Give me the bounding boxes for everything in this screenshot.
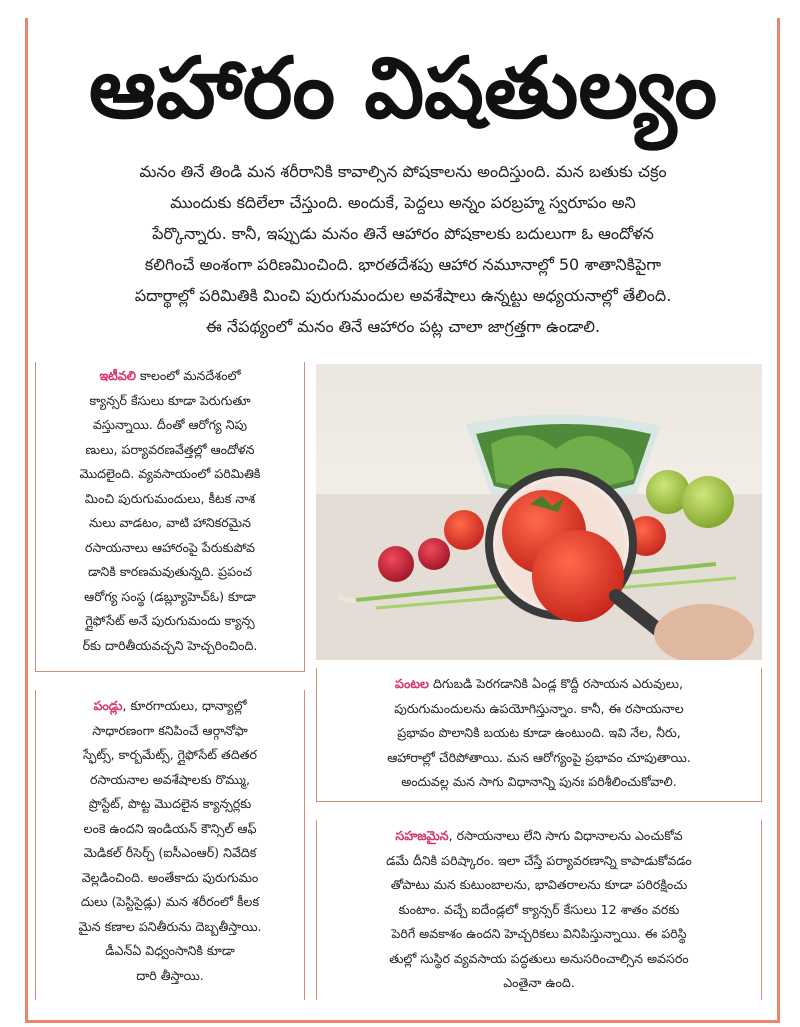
paragraph-line: క్యాన్సర్ కేసులు కూడా పెరుగుతూ [89,392,251,408]
lead-word: ఇటీవలి [99,368,137,383]
paragraph-line: వెల్లడించింది. అంతేకాదు పురుగుమం [81,869,259,885]
intro-line: మనం తినే తిండి మన శరీరానికి కావాల్సిన పోషకాలను అందిస్తుంది. మన బతుకు చక్రం [139,162,667,181]
paragraph-line: ఆరోగ్య సంస్థ (డబ్ల్యూహెచ్ఓ) కూడా [84,588,256,604]
paragraph-line: గ్లైఫోసేట్ అనే పురుగుమందు క్యాన్స [85,613,255,628]
paragraph-line: రసాయనాల అవశేషాలకు రొమ్ము, [90,771,250,787]
paragraph-first-line: సహజమైన, రసాయనాలు లేని సాగు విధానాలను ఎంచుకోవ [395,828,683,843]
paragraph-line: మెడికల్ రీసెర్చ్ (ఐసీఎంఆర్) నివేదిక [83,845,257,860]
right-column-box-2 [316,820,762,1000]
paragraph-line: సాధారణంగా కనిపించే ఆర్గానోఫా [92,722,248,738]
left-column-box-2 [35,690,305,1000]
paragraph-line: తోపాటు మన కుటుంబాలను, భావితరాలను కూడా పరిరక్షించు [390,877,688,892]
paragraph-line: మించి పురుగుమందులు, కీటక నాశ [84,490,256,506]
paragraph-line: ఆహారాల్లో చేరిపోతాయి. మన ఆరోగ్యంపై ప్రభావం చూపుతాయి. [387,749,691,765]
paragraph-line: ర్‌కు దారితీయవచ్చని హెచ్చరించింది. [82,637,258,653]
paragraph-line: ణులు, పర్యావరణవేత్తల్లో ఆందోళన [85,441,255,457]
paragraph-line: దారి తీస్తాయి. [136,967,204,983]
left-column-box-1 [35,362,305,672]
paragraph-line: కుంటాం. వచ్చే ఐదేండ్లలో క్యాన్సర్ కేసులు 12 శాతం వరకు [398,901,680,917]
vegetables-magnifier-photo [316,364,762,660]
paragraph-line: డమే దీనికి పరిష్కారం. ఇలా చేస్తే పర్యావరణాన్ని కాపాడుకోవడం [386,852,692,868]
paragraph-first-line: ఇటీవలి కాలంలో మనదేశంలో [99,368,241,383]
paragraph-line: అందువల్ల మన సాగు విధానాన్ని పునః పరిశీలించుకోవాలి. [401,774,677,789]
paragraph-line: ప్రభావం పొలానికి బయట కూడా ఉంటుంది. ఇవి నేల, నీరు, [397,725,681,740]
paragraph-line: రసాయనాలు ఆహారంపై పేరుకుపోవ [85,539,255,555]
paragraph-line: పెరిగే అవకాశం ఉందని హెచ్చరికలు వినిపిస్తున్నాయి. ఈ పరిస్థి [391,926,687,941]
paragraph-line: డానికి కారణమవుతున్నది. ప్రపంచ [87,564,253,579]
headline: ఆహారం విషతుల్యం [88,39,718,137]
paragraph-first-line: పంటల దిగుబడి పెరగడానికి ఏండ్ల కొద్దీ రసాయన ఎరువులు, [395,676,683,691]
intro-line: ఈ నేపథ్యంలో మనం తినే ఆహారం పట్ల చాలా జాగ్రత్తగా ఉండాలి. [205,317,601,336]
paragraph-line: లంకె ఉందని ఇండియన్ కౌన్సిల్ ఆఫ్ [83,820,257,836]
intro-line: పేర్కొన్నారు. కానీ, ఇప్పుడు మనం తినే ఆహారం పోషకాలకు బదులుగా ఓ ఆందోళన [152,224,654,243]
paragraph-line: మొదలైంది. వ్యవసాయంలో పరిమితికి [79,466,261,481]
paragraph-line: దులు (పెస్టిసైడ్లు) మన శరీరంలో కీలక [80,894,260,909]
paragraph-line: తుల్లో సుస్థిర వ్యవసాయ పద్ధతులు అనుసరించాల్సిన అవసరం [389,950,689,966]
paragraph-line: పురుగుమందులను ఉపయోగిస్తున్నాం. కానీ, ఈ రసాయనాల [394,700,684,716]
lead-word: సహజమైన [395,828,449,843]
paragraph-line: వస్తున్నాయి. దీంతో ఆరోగ్య నిపు [92,417,248,432]
paragraph-first-line: పండ్లు, కూరగాయలు, ధాన్యాల్లో [93,698,247,713]
paragraph-line: స్ఫేట్స్, కార్బమేట్స్, గ్లైఫోసేట్ తదితర [83,747,257,762]
paragraph-line: ప్రొస్టేట్, పొట్ట మొదలైన క్యాన్సర్లకు [88,796,252,811]
paragraph-line: నులు వాడటం, వాటి హానికరమైన [89,515,251,530]
intro-paragraph [33,156,773,342]
intro-line: ముందుకు కదిలేలా చేస్తుంది. అందుకే, పెద్దలు అన్నం పరబ్రహ్మ స్వరూపం అని [170,193,636,212]
lead-word: పండ్లు [93,698,123,713]
intro-line: పదార్థాల్లో పరిమితికి మించి పురుగుమందుల అవశేషాలు ఉన్నట్టు అధ్యయనాల్లో తేలింది. [134,286,672,305]
intro-line: కలిగించే అంశంగా పరిణమించింది. భారతదేశపు ఆహార నమూనాల్లో 50 శాతానికిపైగా [144,255,662,274]
paragraph-line: డీఎన్ఏ విధ్వంసానికి కూడా [105,943,235,958]
paragraph-line: మైన కణాల పనితీరును దెబ్బతీస్తాయి. [78,918,262,934]
paragraph-line: ఎంతైనా ఉంది. [503,975,575,990]
right-column-box-1 [316,668,762,802]
lead-word: పంటల [395,676,429,691]
